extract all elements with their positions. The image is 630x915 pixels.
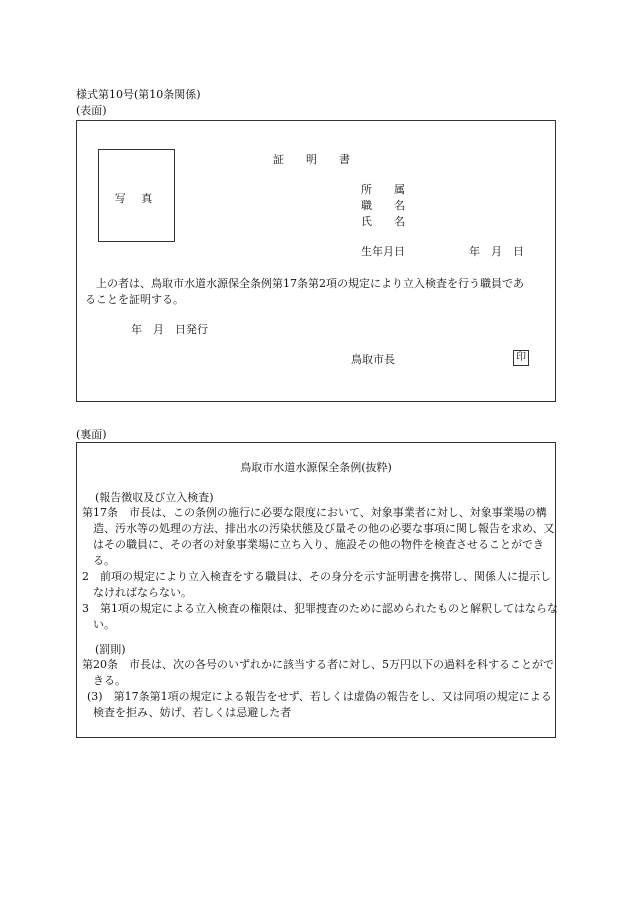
certificate-back [76, 442, 556, 738]
back-side-label: (裏面) [76, 428, 107, 441]
section-heading-report: (報告徴収及び立入検査) [95, 491, 214, 504]
seal-mark: 印 [513, 350, 529, 366]
certificate-title: 証 明 書 [273, 153, 350, 166]
field-name: 氏 名 [361, 215, 405, 228]
field-affiliation: 所 属 [361, 183, 405, 196]
article-20-item-3: (3) 第17条第1項の規定による報告をせず、若しくは虚偽の報告をし、又は同項の規定による検査を拒み、妨げ、若しくは忌避した者 [87, 690, 552, 719]
issue-date: 年 月 日発行 [131, 323, 208, 336]
certificate-statement-line1: 上の者は、鳥取市水道水源保全条例第17条第2項の規定により立入検査を行う職員であ [85, 277, 524, 290]
form-number: 様式第10号(第10条関係) [76, 88, 201, 101]
article-17-paragraph-1: 第17条 市長は、この条例の施行に必要な限度において、対象事業者に対し、対象事業場の構造、汚水等の処理の方法、排出水の汚染状態及び量その他の必要な事項に関し報告を求め、又はその職員に、その者の対象事業場に立ち入り、施設その他の物件を検査させることができる。 [82, 506, 555, 567]
photo-label: 写 真 [114, 192, 159, 205]
certificate-front [76, 120, 556, 402]
photo-placeholder [98, 149, 175, 242]
ordinance-title: 鳥取市水道水源保全条例(抜粋) [240, 461, 392, 474]
article-17-paragraph-2: 2 前項の規定により立入検査をする職員は、その身分を示す証明書を携帯し、関係人に提示しなければならない。 [82, 570, 551, 599]
issuer: 鳥取市長 [351, 353, 395, 366]
certificate-statement-line2: ることを証明する。 [85, 293, 184, 306]
front-side-label: (表面) [76, 104, 107, 117]
birth-date-label: 生年月日 [361, 245, 405, 258]
article-20: 第20条 市長は、次の各号のいずれかに該当する者に対し、5万円以下の過料を科することができる。 [82, 658, 554, 687]
article-17-paragraph-3: 3 第1項の規定による立入検査の権限は、犯罪捜査のために認められたものと解釈してはならない。 [82, 602, 558, 631]
field-position: 職 名 [361, 199, 405, 212]
birth-date-format: 年 月 日 [469, 245, 524, 258]
section-heading-penalty: (罰則) [95, 643, 126, 656]
